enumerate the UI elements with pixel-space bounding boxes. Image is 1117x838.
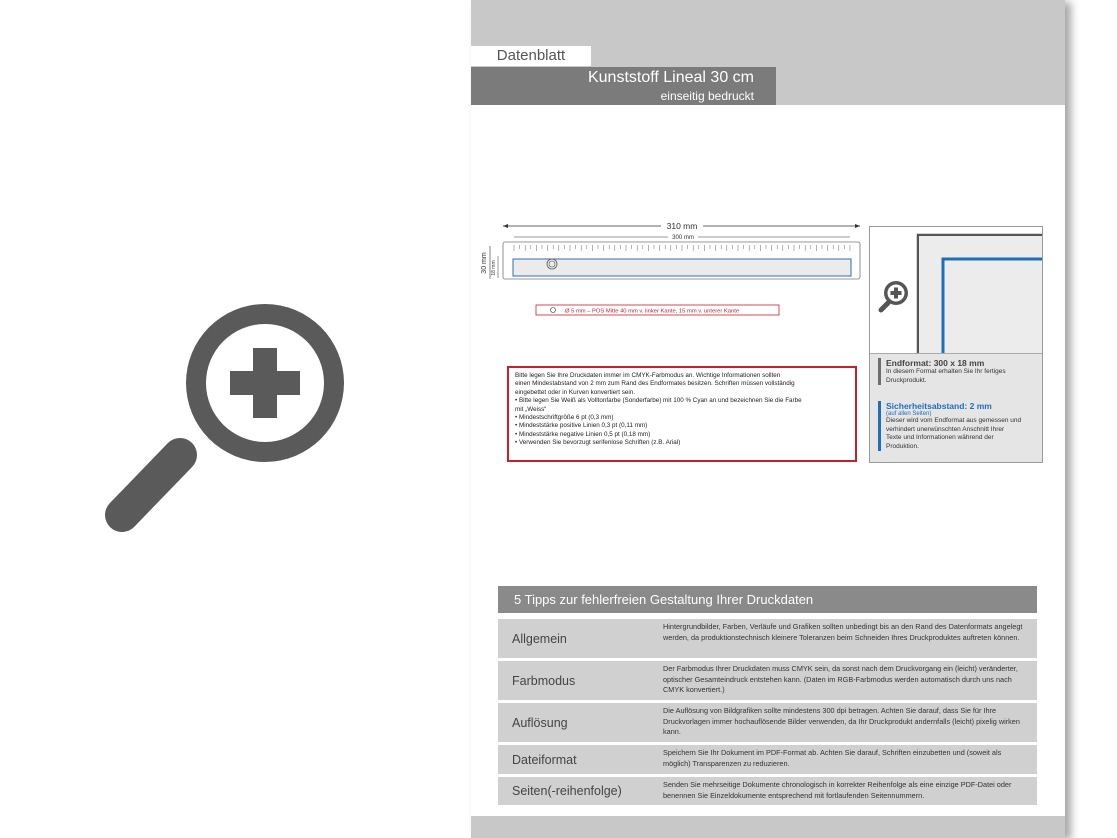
ruler-body (503, 242, 860, 279)
height-dimensions (481, 246, 498, 279)
safety-margin-text: Produktion. (886, 442, 919, 450)
instruction-line: • Mindeststärke negative Linien 0,5 pt (0,18 mm) (515, 430, 651, 438)
instruction-line: • Mindeststärke positive Linien 0,3 pt (0,11 mm) (515, 422, 648, 430)
tip-row (498, 661, 1037, 700)
ruler-drawing (476, 216, 866, 320)
inner-height-label: 18 mm (491, 260, 497, 276)
format-info (870, 354, 1042, 462)
endformat-block (878, 358, 1046, 385)
product-subtitle: einseitig bedruckt (660, 89, 754, 103)
instruction-line: einen Mindestabstand von 2 mm zum Rand des Endformates besitzen. Schriften müssen vollständig (515, 380, 795, 388)
tips-heading: 5 Tipps zur fehlerfreien Gestaltung Ihrer Druckdaten (498, 586, 1037, 613)
tip-row (498, 777, 1037, 805)
safety-margin-sub: (auf allen Seiten) (886, 411, 932, 417)
footer-band (471, 816, 1065, 838)
title-box (471, 67, 776, 105)
hole-note (536, 305, 779, 315)
tip-text: Der Farbmodus Ihrer Druckdaten muss CMYK sein, da sonst nach dem Druckvorgang ein (leicht) veränderter, optischer Gesamteindruck entstehen kann. (Daten im RGB-Farbmodus werden automatisch durch uns nach CMYK konvertiert.) (663, 664, 1018, 695)
product-title: Kunststoff Lineal 30 cm (587, 69, 754, 86)
zoom-in-icon[interactable] (100, 290, 360, 550)
instruction-line: • Verwenden Sie bevorzugt serifenlose Schriften (z.B. Arial) (515, 439, 681, 447)
safety-margin-text: Dieser wird vom Endformat aus gemessen und (886, 417, 1022, 424)
tip-text: Die Auflösung von Bildgrafiken sollte mindestens 300 dpi betragen. Achten Sie darauf, dass Sie für Ihre Druckvorlagen immer hochauflösende Bilder verwenden, da Ihr Druckprodukt andernfalls (leicht) pixelig wirken kann. (663, 706, 1020, 737)
instruction-line: • Mindestschriftgröße 6 pt (0,3 mm) (515, 414, 614, 422)
inner-width-dimension (514, 233, 850, 241)
instruction-line: • Bitte legen Sie Weiß als Volltonfarbe (Sonderfarbe) mit 100 % Cyan an und bezeichnen Sie die Farbe (515, 397, 802, 405)
tips-table (498, 586, 1037, 808)
outer-width-label: 310 mm (666, 221, 698, 231)
safety-margin-title: Sicherheitsabstand: 2 mm (886, 401, 992, 411)
format-preview-panel (869, 226, 1043, 463)
endformat-text: Druckprodukt. (886, 376, 927, 384)
tip-row (498, 619, 1037, 658)
safety-margin-text: verhindert unerwünschten Anschnitt Ihrer (886, 425, 1005, 433)
outer-height-label: 30 mm (481, 252, 488, 274)
tip-text: Speichern Sie Ihr Dokument im PDF-Format ab. Achten Sie darauf, Schriften einzubetten und (soweit als möglich) Transparenzen zu reduzieren. (663, 748, 1002, 768)
tip-label: Auflösung (512, 715, 568, 730)
tip-label: Dateiformat (512, 752, 577, 767)
safety-margin-block (878, 401, 1046, 451)
tip-label: Seiten(-reihenfolge) (512, 784, 622, 798)
zoom-in-icon[interactable] (881, 281, 908, 310)
instruction-line: eingebettet oder in Kurven konvertiert sein. (515, 388, 636, 396)
outer-width-dimension (503, 220, 860, 231)
tip-row (498, 703, 1037, 742)
safety-margin-text: Texte und Informationen während der (886, 434, 994, 441)
corner-preview-graphic (870, 227, 1042, 353)
endformat-title: Endformat: 300 x 18 mm (886, 358, 985, 368)
tip-label: Allgemein (512, 631, 567, 646)
inner-width-label: 300 mm (672, 235, 694, 241)
instruction-line: Bitte legen Sie Ihre Druckdaten immer im CMYK-Farbmodus an. Wichtige Informationen sollten (515, 372, 781, 379)
endformat-text: In diesem Format erhalten Sie Ihr fertiges (886, 368, 1006, 375)
tip-row (498, 745, 1037, 774)
tip-text: Senden Sie mehrseitige Dokumente chronologisch in korrekter Reihenfolge als eine einzige PDF-Datei oder benennen Sie Einzeldokumente entsprechend mit fortlaufenden Seitennummern. (663, 780, 1012, 800)
corner-preview[interactable] (870, 227, 1042, 354)
tip-label: Farbmodus (512, 673, 576, 688)
datasheet-page (471, 0, 1065, 838)
document-type-tag: Datenblatt (471, 46, 591, 66)
tip-text: Hintergrundbilder, Farben, Verläufe und Grafiken sollten unbedingt bis an den Rand des Datenformats angelegt werden, da produktionstechnisch kleinere Toleranzen beim Schneiden Ihres Druckproduktes auftreten können. (663, 622, 1023, 642)
hole-note-text: Ø 5 mm – POS Mitte 40 mm v. linker Kante, 15 mm v. unterer Kante (565, 308, 740, 315)
instruction-line: mit „Weiss“ (515, 405, 547, 413)
print-instructions-box (507, 366, 857, 462)
